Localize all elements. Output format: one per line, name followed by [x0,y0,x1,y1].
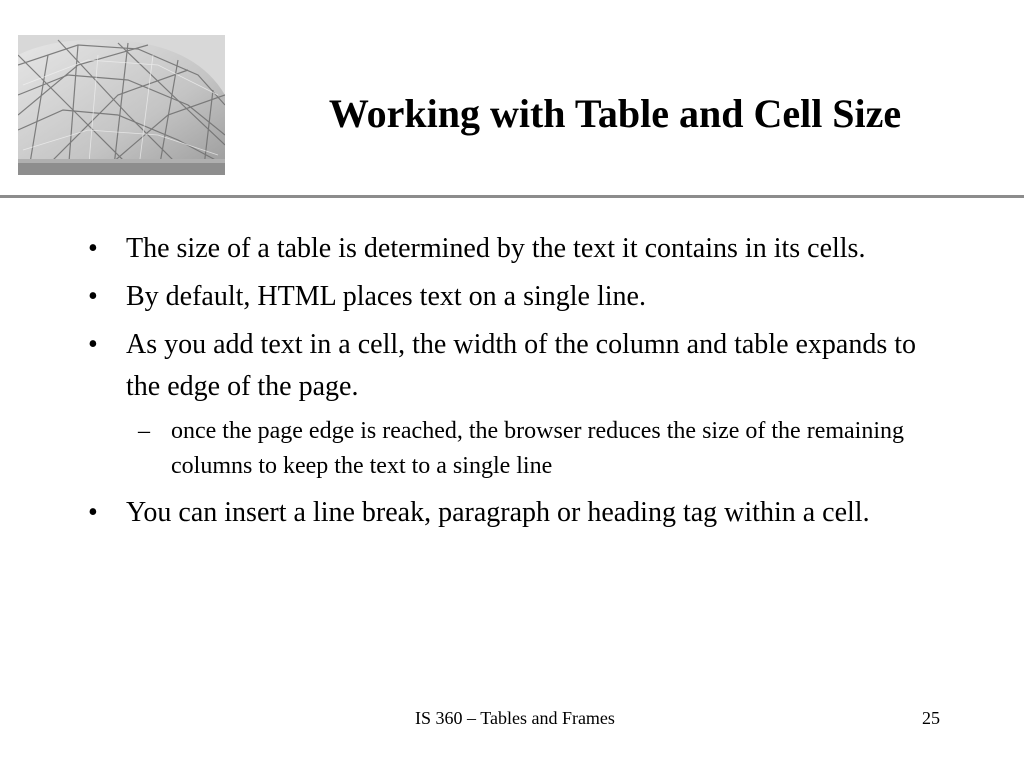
bullet-marker: • [88,233,98,264]
bullet-marker: • [88,329,98,360]
sub-bullet-text: once the page edge is reached, the browser reduces the size of the remaining columns to keep the text to a single line [171,418,905,479]
bullet-item [84,324,944,408]
bullet-item [84,228,944,270]
slide-title: Working with Table and Cell Size [328,91,902,136]
sub-bullet-item [84,414,931,484]
bullet-marker: • [88,497,98,528]
sub-bullet-marker: – [138,418,150,444]
bullet-item [84,276,944,318]
bullet-item [84,492,944,534]
page-number: 25 [922,708,940,728]
title-divider [0,195,1024,198]
bullet-text: The size of a table is determined by the text it contains in its cells. [126,233,866,264]
bullet-text: By default, HTML places text on a single line. [126,281,646,312]
footer-course-title: IS 360 – Tables and Frames [415,708,615,728]
bullet-text: You can insert a line break, paragraph or heading tag within a cell. [126,497,870,528]
bullet-list [84,228,944,540]
bullet-marker: • [88,281,98,312]
geodesic-dome-image [18,35,225,175]
bullet-text: As you add text in a cell, the width of the column and table expands to the edge of the page. [126,329,917,402]
